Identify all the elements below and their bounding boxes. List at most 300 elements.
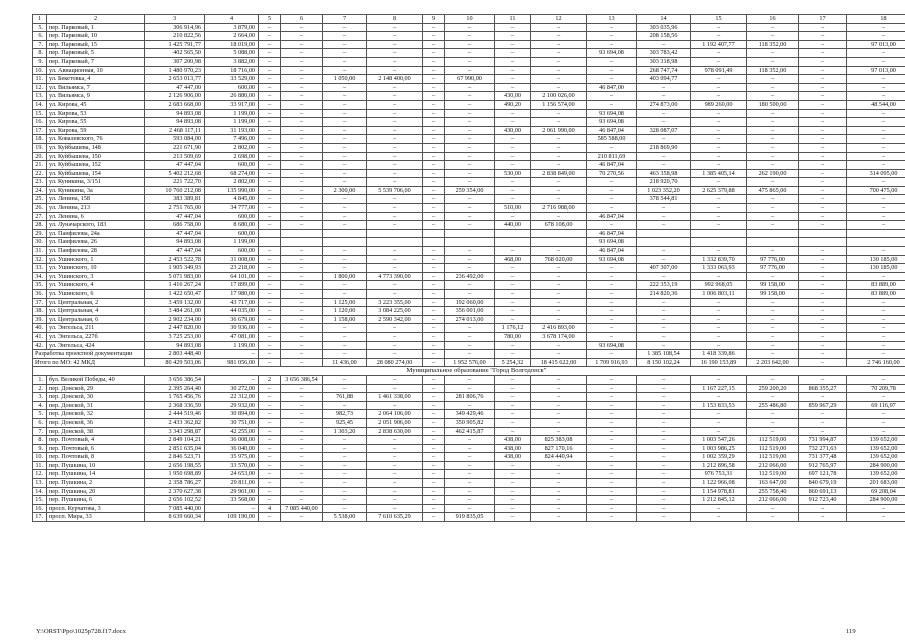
table-cell: – xyxy=(323,40,367,49)
table-cell: – xyxy=(445,169,495,178)
table-cell: – xyxy=(367,375,423,384)
table-cell: 1 199,00 xyxy=(205,341,259,350)
table-cell: 1 199,00 xyxy=(205,118,259,127)
table-cell: – xyxy=(367,461,423,470)
table-cell: 1 709 916,93 xyxy=(587,358,637,367)
table-cell: – xyxy=(259,161,281,170)
table-cell: – xyxy=(587,40,637,49)
table-cell: – xyxy=(799,57,847,66)
table-row xyxy=(33,264,905,273)
table-cell: – xyxy=(323,324,367,333)
table-cell: – xyxy=(323,444,367,453)
table-cell: 912 723,40 xyxy=(799,496,847,505)
table-cell: – xyxy=(423,401,445,410)
table-cell: 490,20 xyxy=(495,100,531,109)
table-cell: 29 961,00 xyxy=(205,487,259,496)
table-cell: – xyxy=(799,40,847,49)
table-cell: 2 656 198,55 xyxy=(145,461,205,470)
table-cell: 1 800,00 xyxy=(323,272,367,281)
table-cell: 192 060,00 xyxy=(445,298,495,307)
table-cell: – xyxy=(531,57,587,66)
table-cell xyxy=(691,229,747,238)
table-cell: – xyxy=(495,513,531,522)
table-cell: 38. xyxy=(33,307,47,316)
table-cell: 24. xyxy=(33,186,47,195)
table-cell: – xyxy=(445,135,495,144)
table-cell: 463 358,98 xyxy=(637,169,691,178)
table-row xyxy=(33,401,905,410)
table-cell: – xyxy=(259,109,281,118)
table-cell xyxy=(281,229,323,238)
table-cell: 1 002 359,29 xyxy=(691,453,747,462)
table-cell: – xyxy=(495,57,531,66)
table-cell: – xyxy=(495,23,531,32)
table-cell: – xyxy=(367,264,423,273)
table-cell: – xyxy=(323,212,367,221)
table-cell: ул. Центральная, 2 xyxy=(47,298,145,307)
table-cell: 118 352,00 xyxy=(747,40,799,49)
table-cell: 2 051 906,00 xyxy=(367,418,423,427)
table-cell: – xyxy=(423,195,445,204)
table-cell: – xyxy=(423,152,445,161)
table-cell: 30 894,00 xyxy=(205,410,259,419)
table-cell: 6. xyxy=(33,418,47,427)
table-cell xyxy=(847,238,905,247)
table-cell: – xyxy=(587,461,637,470)
table-cell: – xyxy=(847,221,905,230)
table-cell: – xyxy=(445,281,495,290)
table-cell: – xyxy=(799,255,847,264)
table-cell: – xyxy=(531,135,587,144)
table-cell: – xyxy=(445,23,495,32)
table-cell: 5 088,00 xyxy=(205,49,259,58)
table-cell: – xyxy=(259,470,281,479)
table-cell: 3 656 386,54 xyxy=(281,375,323,384)
table-cell: – xyxy=(495,83,531,92)
table-cell: – xyxy=(747,332,799,341)
table-cell: 93 694,08 xyxy=(587,49,637,58)
table-cell: 33. xyxy=(33,264,47,273)
section-row xyxy=(33,367,905,376)
table-cell: 976 753,31 xyxy=(691,470,747,479)
table-cell: 36 679,00 xyxy=(205,315,259,324)
table-cell: – xyxy=(637,307,691,316)
table-cell: 25. xyxy=(33,195,47,204)
table-cell: – xyxy=(445,375,495,384)
table-cell: 259 200,20 xyxy=(747,384,799,393)
table-cell: 919 835,05 xyxy=(445,513,495,522)
table-cell: 1 905 349,93 xyxy=(145,264,205,273)
table-cell: – xyxy=(423,324,445,333)
table-cell: – xyxy=(691,195,747,204)
table-cell: ул. Ушинского, 1 xyxy=(47,255,145,264)
table-cell: 97 013,00 xyxy=(847,40,905,49)
table-cell: – xyxy=(799,410,847,419)
table-cell: – xyxy=(423,40,445,49)
column-header: 15 xyxy=(691,15,747,24)
table-cell: – xyxy=(495,135,531,144)
table-cell: – xyxy=(423,504,445,513)
table-cell: 20. xyxy=(33,152,47,161)
table-cell: 9. xyxy=(33,444,47,453)
table-cell: – xyxy=(281,264,323,273)
table-row xyxy=(33,212,905,221)
table-cell xyxy=(259,238,281,247)
table-row xyxy=(33,418,905,427)
table-cell: – xyxy=(637,341,691,350)
table-cell: – xyxy=(323,264,367,273)
table-cell: 430,00 xyxy=(495,92,531,101)
table-cell xyxy=(423,229,445,238)
table-cell: – xyxy=(445,264,495,273)
table-cell: – xyxy=(847,178,905,187)
table-cell: 827 170,16 xyxy=(531,444,587,453)
table-cell: ул. Ушинского, 6 xyxy=(47,290,145,299)
table-cell: 1 199,00 xyxy=(205,238,259,247)
table-cell: – xyxy=(259,401,281,410)
table-cell: 2 064 106,00 xyxy=(367,410,423,419)
table-cell: 8 680,00 xyxy=(205,221,259,230)
table-cell: – xyxy=(445,341,495,350)
table-cell: – xyxy=(423,427,445,436)
table-cell: 32. xyxy=(33,255,47,264)
column-header: 2 xyxy=(47,15,145,24)
table-cell: 69 208,04 xyxy=(847,487,905,496)
table-cell: – xyxy=(691,393,747,402)
table-cell: – xyxy=(281,23,323,32)
table-cell: 440,00 xyxy=(495,221,531,230)
table-cell: – xyxy=(445,152,495,161)
table-cell: – xyxy=(423,393,445,402)
table-cell: 29. xyxy=(33,229,47,238)
table-cell: – xyxy=(259,272,281,281)
table-row xyxy=(33,83,905,92)
table-cell xyxy=(637,229,691,238)
table-cell: 46 847,04 xyxy=(587,161,637,170)
table-row xyxy=(33,393,905,402)
table-cell: – xyxy=(799,92,847,101)
table-row xyxy=(33,427,905,436)
table-cell: 378 544,81 xyxy=(637,195,691,204)
table-cell: – xyxy=(637,479,691,488)
table-cell: 403 094,77 xyxy=(637,75,691,84)
table-cell: 83 889,00 xyxy=(847,290,905,299)
table-cell: – xyxy=(367,401,423,410)
table-cell: – xyxy=(259,221,281,230)
table-cell: – xyxy=(259,461,281,470)
table-row xyxy=(33,436,905,445)
table-cell: 468,00 xyxy=(495,255,531,264)
table-cell: – xyxy=(531,496,587,505)
table-cell: 2 368 336,59 xyxy=(145,401,205,410)
table-cell: – xyxy=(281,384,323,393)
table-row xyxy=(33,66,905,75)
table-cell: – xyxy=(531,264,587,273)
table-cell: – xyxy=(691,410,747,419)
column-header: 3 xyxy=(145,15,205,24)
table-cell: – xyxy=(259,410,281,419)
table-cell: 97 776,00 xyxy=(747,264,799,273)
table-cell: – xyxy=(747,212,799,221)
table-cell: 383 389,81 xyxy=(145,195,205,204)
table-cell: ул. Вильямса, 7 xyxy=(47,83,145,92)
table-row xyxy=(33,272,905,281)
table-cell: – xyxy=(495,40,531,49)
table-cell: 24 653,00 xyxy=(205,470,259,479)
table-cell: – xyxy=(587,436,637,445)
table-cell: 17 899,00 xyxy=(205,281,259,290)
table-cell: – xyxy=(445,32,495,41)
table-cell: 12. xyxy=(33,470,47,479)
table-cell: – xyxy=(691,32,747,41)
table-cell: – xyxy=(445,332,495,341)
table-cell: 33 529,00 xyxy=(205,75,259,84)
table-cell: – xyxy=(747,83,799,92)
table-cell: – xyxy=(637,118,691,127)
table-cell: – xyxy=(847,32,905,41)
table-cell: 2 849 104,21 xyxy=(145,436,205,445)
table-cell: – xyxy=(495,375,531,384)
table-cell: 462 415,87 xyxy=(445,427,495,436)
table-row xyxy=(33,221,905,230)
table-cell: – xyxy=(281,298,323,307)
table-cell: – xyxy=(367,152,423,161)
table-cell: 163 647,00 xyxy=(747,479,799,488)
table-cell: – xyxy=(281,143,323,152)
table-cell: 17 980,00 xyxy=(205,290,259,299)
table-cell: – xyxy=(495,341,531,350)
table-cell: – xyxy=(747,178,799,187)
table-cell: – xyxy=(323,143,367,152)
table-cell: – xyxy=(637,135,691,144)
column-header-row xyxy=(33,15,905,24)
table-cell: пер. Пушкина, 6 xyxy=(47,496,145,505)
table-cell: 10. xyxy=(33,66,47,75)
table-cell: – xyxy=(747,118,799,127)
table-cell: – xyxy=(799,221,847,230)
table-cell: – xyxy=(367,118,423,127)
table-cell: 1 461 338,00 xyxy=(367,393,423,402)
table-cell: – xyxy=(799,324,847,333)
table-cell: 1 950 698,89 xyxy=(145,470,205,479)
table-cell: – xyxy=(747,23,799,32)
table-cell: 2 061 990,00 xyxy=(531,126,587,135)
table-cell: – xyxy=(747,126,799,135)
table-cell xyxy=(847,229,905,238)
table-row xyxy=(33,315,905,324)
table-cell: – xyxy=(367,332,423,341)
table-cell: 69 116,97 xyxy=(847,401,905,410)
table-cell: 9. xyxy=(33,57,47,66)
table-cell: – xyxy=(799,393,847,402)
table-cell: – xyxy=(847,204,905,213)
table-cell: – xyxy=(281,410,323,419)
table-cell: ул. Куникина, 3а xyxy=(47,186,145,195)
table-cell: пер. Донской, 32 xyxy=(47,410,145,419)
table-row xyxy=(33,461,905,470)
table-cell: – xyxy=(423,186,445,195)
table-cell: – xyxy=(323,92,367,101)
table-cell: ул. Кирова, 59 xyxy=(47,126,145,135)
table-cell: 94 893,08 xyxy=(145,341,205,350)
table-row xyxy=(33,100,905,109)
table-cell: – xyxy=(205,504,259,513)
table-cell: просп. Курчатова, 3 xyxy=(47,504,145,513)
table-cell: 1 480 970,23 xyxy=(145,66,205,75)
table-cell: – xyxy=(445,247,495,256)
table-cell: пер. Парковый, 10 xyxy=(47,32,145,41)
table-cell: – xyxy=(847,393,905,402)
table-cell: – xyxy=(587,307,637,316)
table-row xyxy=(33,290,905,299)
project-docs-row-label: Разработка проектной документации xyxy=(33,350,145,359)
table-cell: – xyxy=(423,66,445,75)
table-cell: 2 395 264,40 xyxy=(145,384,205,393)
table-cell: – xyxy=(281,487,323,496)
table-row xyxy=(33,513,905,522)
table-cell: – xyxy=(495,178,531,187)
table-cell: – xyxy=(799,152,847,161)
table-cell: – xyxy=(323,470,367,479)
table-cell: 407 307,00 xyxy=(637,264,691,273)
table-cell: – xyxy=(323,384,367,393)
table-cell: 2 453 522,78 xyxy=(145,255,205,264)
table-cell: 30 936,00 xyxy=(205,324,259,333)
table-cell: – xyxy=(531,487,587,496)
table-cell: – xyxy=(587,298,637,307)
table-cell: – xyxy=(637,461,691,470)
table-cell: – xyxy=(799,350,847,359)
table-cell: – xyxy=(531,513,587,522)
table-cell: 1 765 456,76 xyxy=(145,393,205,402)
table-cell: 5. xyxy=(33,23,47,32)
column-header: 17 xyxy=(799,15,847,24)
table-cell: пер. Парковый, 1 xyxy=(47,23,145,32)
table-cell: – xyxy=(799,186,847,195)
table-cell: – xyxy=(799,247,847,256)
table-cell: – xyxy=(423,75,445,84)
table-cell: 210 822,56 xyxy=(145,32,205,41)
table-cell: 2 625 379,88 xyxy=(691,186,747,195)
table-cell: – xyxy=(637,496,691,505)
table-cell xyxy=(323,238,367,247)
table-row xyxy=(33,23,905,32)
table-cell: – xyxy=(445,324,495,333)
table-cell: – xyxy=(799,375,847,384)
table-cell: 36 040,00 xyxy=(205,444,259,453)
table-cell: 2 802,00 xyxy=(205,143,259,152)
table-cell: – xyxy=(259,496,281,505)
table-cell: – xyxy=(281,212,323,221)
table-cell: – xyxy=(799,32,847,41)
table-cell: – xyxy=(847,126,905,135)
table-cell: – xyxy=(259,341,281,350)
table-cell: 11 436,00 xyxy=(323,358,367,367)
table-cell: – xyxy=(637,298,691,307)
table-cell: 130 185,00 xyxy=(847,264,905,273)
table-cell: – xyxy=(367,161,423,170)
table-cell: ул. Энгельса, 227б xyxy=(47,332,145,341)
table-row xyxy=(33,281,905,290)
table-cell: – xyxy=(259,75,281,84)
table-cell: – xyxy=(367,32,423,41)
table-row xyxy=(33,186,905,195)
table-cell: – xyxy=(259,83,281,92)
table-cell: – xyxy=(367,496,423,505)
column-header: 10 xyxy=(445,15,495,24)
table-cell: ул. Ленина, 6 xyxy=(47,212,145,221)
table-cell: 1 120,00 xyxy=(323,307,367,316)
table-cell: – xyxy=(423,49,445,58)
table-cell: – xyxy=(423,307,445,316)
table-cell: – xyxy=(531,384,587,393)
table-row xyxy=(33,126,905,135)
table-cell: – xyxy=(587,143,637,152)
table-cell: – xyxy=(367,204,423,213)
table-cell: 274 873,00 xyxy=(637,100,691,109)
table-cell: – xyxy=(281,126,323,135)
table-cell: 1 158,00 xyxy=(323,315,367,324)
table-cell: – xyxy=(495,152,531,161)
table-cell: – xyxy=(691,375,747,384)
table-cell: 585 588,00 xyxy=(587,135,637,144)
table-cell: – xyxy=(281,315,323,324)
table-cell: – xyxy=(799,161,847,170)
table-cell xyxy=(799,229,847,238)
table-cell: 259 354,00 xyxy=(445,186,495,195)
table-cell: 1 167 227,15 xyxy=(691,384,747,393)
table-cell: – xyxy=(637,384,691,393)
table-cell: 26. xyxy=(33,204,47,213)
table-cell: – xyxy=(367,470,423,479)
table-cell: – xyxy=(587,444,637,453)
table-cell: ул. Вильямса, 9 xyxy=(47,92,145,101)
table-cell: 34. xyxy=(33,272,47,281)
table-cell: 23 218,00 xyxy=(205,264,259,273)
table-cell: – xyxy=(495,427,531,436)
table-cell: 83 889,00 xyxy=(847,281,905,290)
table-cell xyxy=(445,238,495,247)
table-cell: – xyxy=(637,272,691,281)
table-cell: – xyxy=(495,195,531,204)
table-cell: – xyxy=(495,75,531,84)
table-cell: – xyxy=(799,75,847,84)
table-cell: 221 671,90 xyxy=(145,143,205,152)
table-cell: 112 519,00 xyxy=(747,436,799,445)
table-cell: – xyxy=(205,350,259,359)
table-cell: – xyxy=(637,332,691,341)
table-cell: – xyxy=(281,341,323,350)
table-cell: – xyxy=(847,427,905,436)
table-cell: 1 176,12 xyxy=(495,324,531,333)
table-cell: 44 035,00 xyxy=(205,307,259,316)
table-cell: – xyxy=(691,418,747,427)
table-cell: – xyxy=(495,212,531,221)
table-cell: – xyxy=(495,384,531,393)
table-cell: – xyxy=(747,410,799,419)
table-cell: – xyxy=(587,350,637,359)
table-cell: – xyxy=(637,427,691,436)
table-cell: – xyxy=(423,453,445,462)
table-cell: – xyxy=(323,341,367,350)
table-cell: – xyxy=(747,272,799,281)
table-cell: 18 019,00 xyxy=(205,40,259,49)
table-cell: – xyxy=(531,23,587,32)
table-cell: – xyxy=(495,143,531,152)
table-cell: – xyxy=(637,109,691,118)
table-cell: – xyxy=(367,195,423,204)
table-cell: 284 900,00 xyxy=(847,496,905,505)
